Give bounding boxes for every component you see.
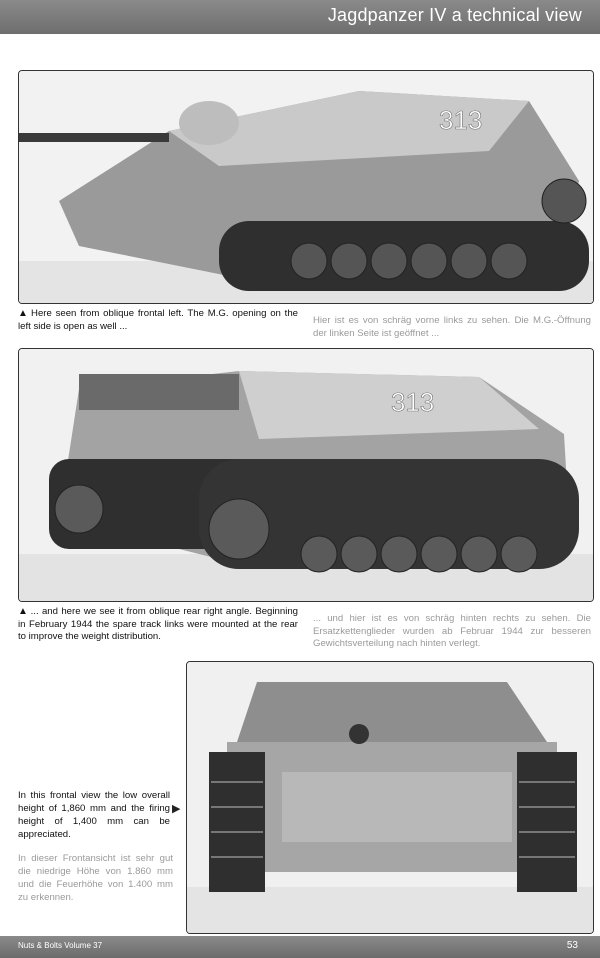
- caption-de-2: ... und hier ist es von schräg hinten rechts zu sehen. Die Ersatzkettenglieder wurden ab Februar 1944 zur besseren Gewichtsverteilung nach hinten verlegt.: [313, 613, 591, 650]
- caption-de-1: Hier ist es von schräg vorne links zu sehen. Die M.G.-Öffnung der linken Seite ist geöffnet ...: [313, 315, 591, 339]
- triangle-right-icon: ▶: [172, 803, 181, 815]
- photo-rear-right: [18, 348, 594, 602]
- header-bar: [0, 0, 600, 34]
- photo-front-left: [18, 70, 594, 304]
- footer-series: Nuts & Bolts Volume 37: [18, 941, 103, 950]
- triangle-up-icon: ▲: [18, 606, 29, 617]
- footer-bar: [0, 936, 600, 958]
- caption-en-1: ▲ Here seen from oblique frontal left. The M.G. opening on the left side is open as well ...: [18, 308, 298, 332]
- page-title: Jagdpanzer IV a technical view: [327, 5, 582, 25]
- triangle-up-icon: ▲: [18, 308, 30, 319]
- hull-number: 313: [439, 105, 483, 135]
- photo-frontal: [186, 661, 594, 934]
- caption-en-2: ▲ ... and here we see it from oblique rear right angle. Beginning in February 1944 the spare track links were mounted at the rear to improve the weight distribution.: [18, 606, 298, 643]
- svg-text:313: 313: [391, 387, 435, 417]
- caption-en-3: In this frontal view the low overall height of 1,860 mm and the firing height of 1,400 mm can be appreciated.: [18, 790, 170, 840]
- caption-de-3: In dieser Frontansicht ist sehr gut die niedrige Höhe von 1.860 mm und die Feuerhöhe von 1.400 mm zu erkennen.: [18, 853, 173, 903]
- page-number: 53: [566, 940, 578, 951]
